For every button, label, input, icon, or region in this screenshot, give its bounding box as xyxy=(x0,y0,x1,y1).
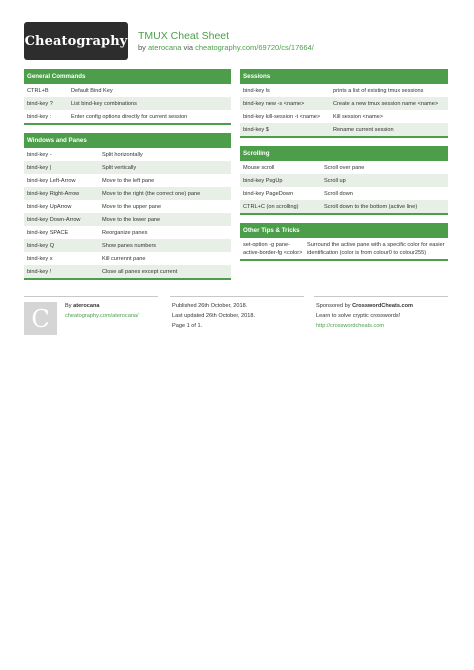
footer-divider xyxy=(170,296,304,297)
row-key: CTRL+B xyxy=(27,87,49,94)
table-row xyxy=(24,187,231,200)
avatar-letter: C xyxy=(31,304,50,333)
row-key: bind-key PsgUp xyxy=(243,177,283,184)
tips-section xyxy=(240,223,448,261)
section-title: Scrolling xyxy=(240,146,448,161)
published-date: Published 26th October, 2018. xyxy=(172,303,248,309)
row-value: Kill currennt pane xyxy=(102,255,146,262)
cheatography-logo[interactable] xyxy=(24,22,128,60)
section-bottom-rule xyxy=(24,123,231,125)
table-row xyxy=(24,97,231,110)
row-key: bind-key - xyxy=(27,151,52,158)
by-label: By xyxy=(65,303,74,309)
row-value: Move to the upper pane xyxy=(102,203,162,210)
author-link[interactable]: aterocana xyxy=(148,43,182,52)
sponsor-line xyxy=(316,301,413,311)
author-url-link[interactable]: cheatography.com/aterocana/ xyxy=(65,313,139,319)
row-key: bind-key Down-Arrow xyxy=(27,216,81,223)
section-bottom-rule xyxy=(240,136,448,138)
row-key: Mouse scroll xyxy=(243,164,275,171)
author-block xyxy=(65,301,139,321)
row-value: Scroll up xyxy=(324,177,346,184)
table-row xyxy=(24,213,231,226)
table-row xyxy=(24,239,231,252)
row-value: Move to the right (the correct one) pane xyxy=(102,190,201,197)
author-name[interactable]: aterocana xyxy=(73,303,100,309)
row-key: bind-key : xyxy=(27,113,52,120)
table-row xyxy=(240,200,448,213)
row-value: Create a new tmux session name <name> xyxy=(333,100,439,107)
scrolling-rows xyxy=(240,161,448,213)
table-row xyxy=(240,123,448,136)
table-row xyxy=(240,238,448,259)
table-row xyxy=(24,174,231,187)
table-row xyxy=(24,252,231,265)
row-key: bind-key kill-session -t <name> xyxy=(243,113,321,120)
sessions-rows xyxy=(240,84,448,136)
row-key: bind-key UpArrow xyxy=(27,203,72,210)
general-commands-rows xyxy=(24,84,231,123)
table-row xyxy=(24,161,231,174)
table-row xyxy=(24,226,231,239)
table-row xyxy=(24,148,231,161)
row-key: set-option -g pane-active-border-fg <color> xyxy=(243,241,303,256)
scrolling-section xyxy=(240,146,448,215)
section-bottom-rule xyxy=(24,278,231,280)
row-value: Enter config options directly for current session xyxy=(71,113,188,120)
row-value: List bind-key combinations xyxy=(71,100,137,107)
row-key: bind-key PageDown xyxy=(243,190,294,197)
row-value: Split vertically xyxy=(102,164,137,171)
logo-text: Cheatography xyxy=(24,33,128,49)
row-key: bind-key Left-Arrow xyxy=(27,177,76,184)
tips-rows xyxy=(240,238,448,259)
updated-date: Last updated 26th October, 2018. xyxy=(172,313,256,319)
row-key: bind-key Right-Arrow xyxy=(27,190,80,197)
section-title: Windows and Panes xyxy=(24,133,231,148)
byline-by: by xyxy=(138,43,149,52)
right-column xyxy=(240,69,448,269)
sponsor-prefix: Sponsored by xyxy=(316,303,353,309)
section-title: Sessions xyxy=(240,69,448,84)
row-key: bind-key ! xyxy=(27,268,52,275)
footer-divider xyxy=(24,296,158,297)
sheet-url-link[interactable]: cheatography.com/69720/cs/17664/ xyxy=(195,43,314,52)
sessions-section xyxy=(240,69,448,138)
row-key: CTRL+C (on scrolling) xyxy=(243,203,299,210)
row-value: Split horizontally xyxy=(102,151,143,158)
row-value: Move to the left pane xyxy=(102,177,155,184)
sponsor-block xyxy=(316,301,413,331)
table-row xyxy=(240,97,448,110)
row-key: bind-key ls xyxy=(243,87,270,94)
row-value: Close all panes except current xyxy=(102,268,178,275)
avatar xyxy=(24,302,57,335)
row-value: Kill session <name> xyxy=(333,113,384,120)
section-bottom-rule xyxy=(240,213,448,215)
sponsor-tagline: Learn to solve cryptic crosswords! xyxy=(316,313,401,319)
row-key: bind-key $ xyxy=(243,126,269,133)
row-key: bind-key Q xyxy=(27,242,55,249)
row-value: prints a list of existing tmux sessions xyxy=(333,87,424,94)
table-row xyxy=(24,110,231,123)
page-title: TMUX Cheat Sheet xyxy=(138,30,230,42)
general-commands-section xyxy=(24,69,231,125)
row-value: Scroll down to the bottom (active line) xyxy=(324,203,418,210)
row-value: Rename current session xyxy=(333,126,394,133)
table-row xyxy=(240,84,448,97)
table-row xyxy=(240,110,448,123)
row-value: Surround the active pane with a specific color for easier identification (color is from colour0 to colour255) xyxy=(307,241,445,256)
table-row xyxy=(240,187,448,200)
table-row xyxy=(24,84,231,97)
windows-panes-rows xyxy=(24,148,231,278)
row-key: bind-key ? xyxy=(27,100,53,107)
page-byline xyxy=(138,43,314,52)
table-row xyxy=(240,174,448,187)
row-key: bind-key SPACE xyxy=(27,229,69,236)
left-column xyxy=(24,69,231,288)
section-title: General Commands xyxy=(24,69,231,84)
page-number: Page 1 of 1. xyxy=(172,323,203,329)
row-value: Default Bind Key xyxy=(71,87,113,94)
row-key: bind-key | xyxy=(27,164,52,171)
table-row xyxy=(24,265,231,278)
section-bottom-rule xyxy=(240,259,448,261)
row-value: Scroll down xyxy=(324,190,353,197)
author-line xyxy=(65,301,139,311)
windows-panes-section xyxy=(24,133,231,280)
row-value: Move to the lower pane xyxy=(102,216,161,223)
row-value: Reorganize panes xyxy=(102,229,148,236)
section-title: Other Tips & Tricks xyxy=(240,223,448,238)
footer-divider xyxy=(314,296,448,297)
table-row xyxy=(240,161,448,174)
publish-info xyxy=(172,301,255,331)
row-key: bind-key x xyxy=(27,255,53,262)
table-row xyxy=(24,200,231,213)
row-value: Scroll over pane xyxy=(324,164,365,171)
page-footer xyxy=(24,296,448,340)
sponsor-name[interactable]: CrosswordCheats.com xyxy=(352,303,414,309)
sponsor-url-link[interactable]: http://crosswordcheats.com xyxy=(316,323,385,329)
byline-via: via xyxy=(181,43,196,52)
row-value: Show panes numbers xyxy=(102,242,157,249)
row-key: bind-key new -s <name> xyxy=(243,100,305,107)
